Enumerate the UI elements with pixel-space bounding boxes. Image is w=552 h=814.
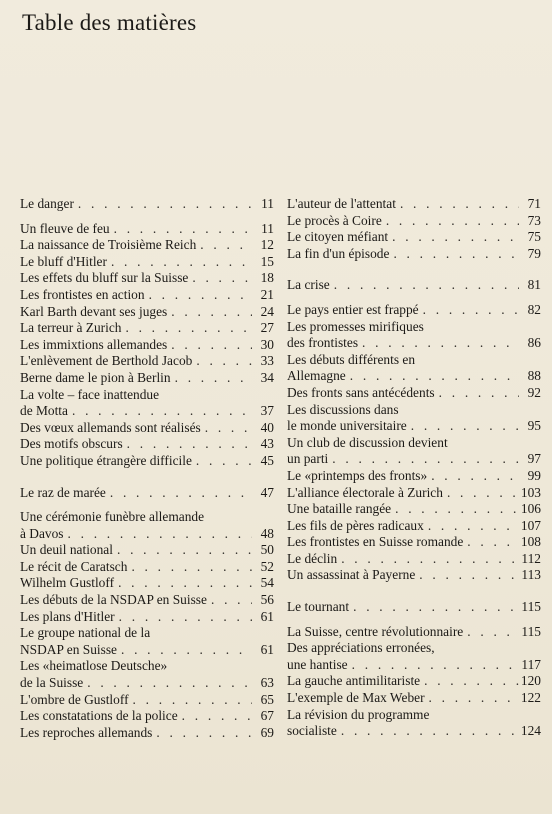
toc-entry-page: 124: [520, 723, 541, 739]
section-gap: [287, 616, 541, 624]
toc-entry-page: 69: [260, 724, 274, 740]
toc-entry-page: 40: [260, 419, 274, 435]
toc-entry-title: Berne dame le pion à Berlin: [20, 369, 171, 385]
toc-entry: [287, 599, 541, 616]
toc-entry-title: L'exemple de Max Weber: [287, 690, 425, 706]
toc-entry-title: L'enlèvement de Berthold Jacob: [20, 353, 193, 369]
toc-entry: [20, 387, 274, 404]
toc-entry-title: Les discussions dans: [287, 401, 399, 417]
toc-entry: [287, 385, 541, 402]
dot-leader: [388, 229, 519, 246]
dot-leader: [337, 551, 519, 568]
toc-entry-title: L'alliance électorale à Zurich: [287, 484, 443, 500]
toc-entry-title: La volte – face inattendue: [20, 386, 160, 402]
dot-leader: [83, 675, 252, 692]
dot-leader: [415, 567, 519, 584]
toc-entry: [20, 254, 274, 271]
toc-entry: [20, 692, 274, 709]
toc-entry: [287, 246, 541, 263]
toc-entry: [287, 302, 541, 319]
dot-leader: [167, 337, 252, 354]
toc-entry-page: 106: [520, 501, 541, 517]
dot-leader: [328, 451, 519, 468]
toc-entry-title: des frontistes: [287, 335, 359, 351]
toc-entry-title: Le pays entier est frappé: [287, 301, 419, 317]
toc-entry-title: La terreur à Zurich: [20, 320, 122, 336]
toc-entry: [20, 485, 274, 502]
toc-entry-title: un parti: [287, 451, 329, 467]
dot-leader: [463, 534, 519, 551]
toc-entry-title: La naissance de Troisième Reich: [20, 237, 197, 253]
toc-entry-page: 107: [520, 517, 541, 533]
toc-entry-title: de Motta: [20, 403, 68, 419]
toc-entry-title: Des fronts sans antécédents: [287, 384, 435, 400]
toc-entry-page: 112: [521, 550, 541, 566]
toc-entry-title: La crise: [287, 277, 330, 293]
toc-entry: [20, 436, 274, 453]
dot-leader: [192, 353, 252, 370]
toc-entry-title: La gauche antimilitariste: [287, 673, 421, 689]
toc-entry-title: Un assassinat à Payerne: [287, 567, 416, 583]
toc-entry-page: 108: [520, 534, 541, 550]
toc-entry-title: Des motifs obscurs: [20, 436, 123, 452]
toc-entry-page: 97: [527, 451, 541, 467]
dot-leader: [107, 254, 252, 271]
dot-leader: [121, 320, 252, 337]
toc-entry-title: Karl Barth devant ses juges: [20, 303, 168, 319]
toc-entry-page: 12: [260, 237, 274, 253]
section-gap: [287, 262, 541, 277]
dot-leader: [123, 436, 252, 453]
toc-entry-title: Une cérémonie funèbre allemande: [20, 509, 205, 525]
section-gap: [287, 584, 541, 599]
toc-entry-title: Les frontistes en action: [20, 286, 145, 302]
toc-entry: [287, 518, 541, 535]
toc-entry-title: Une bataille rangée: [287, 501, 392, 517]
toc-entry-page: 56: [260, 592, 274, 608]
toc-entry: [287, 368, 541, 385]
toc-entry: [287, 335, 541, 352]
dot-leader: [425, 690, 519, 707]
toc-entry-title: L'ombre de Gustloff: [20, 691, 129, 707]
toc-entry-title: Les reproches allemands: [20, 724, 153, 740]
toc-entry-page: 37: [260, 403, 274, 419]
toc-entry-title: Les plans d'Hitler: [20, 608, 115, 624]
dot-leader: [389, 246, 519, 263]
toc-entry-page: 115: [521, 599, 541, 615]
toc-entry: [287, 451, 541, 468]
dot-leader: [435, 385, 519, 402]
toc-entry-page: 30: [260, 336, 274, 352]
toc-entry-title: Le danger: [20, 196, 74, 211]
toc-entry-title: Allemagne: [287, 368, 346, 384]
toc-entry: [20, 625, 274, 642]
dot-leader: [424, 518, 519, 535]
toc-entry-page: 27: [260, 320, 274, 336]
toc-entry: [20, 642, 274, 659]
toc-entry: [20, 542, 274, 559]
toc-entry-page: 21: [260, 286, 274, 302]
toc-entry: [287, 551, 541, 568]
toc-entry-title: Le groupe national de la: [20, 625, 151, 641]
toc-entry-title: Le raz de marée: [20, 484, 106, 500]
toc-entry: [287, 277, 541, 294]
toc-entry-page: 54: [260, 575, 274, 591]
toc-entry-title: La fin d'un épisode: [287, 245, 390, 261]
toc-entry: [287, 640, 541, 657]
toc-entry-page: 47: [260, 484, 274, 500]
toc-entry: [20, 403, 274, 420]
toc-entry: [287, 352, 541, 369]
toc-entry: [20, 337, 274, 354]
toc-entry-page: 67: [260, 708, 274, 724]
toc-entry-title: L'auteur de l'attentat: [287, 196, 396, 211]
toc-column-right: [287, 196, 541, 740]
toc-entry-title: Le bluff d'Hitler: [20, 253, 107, 269]
toc-entry-title: Des appréciations erronées,: [287, 640, 435, 656]
toc-entry: [20, 526, 274, 543]
dot-leader: [420, 673, 519, 690]
toc-entry-title: Le «printemps des fronts»: [287, 467, 428, 483]
toc-entry-title: NSDAP en Suisse: [20, 641, 117, 657]
page-title: Table des matières: [22, 10, 197, 35]
dot-leader: [443, 485, 519, 502]
toc-entry-title: Les fils de pères radicaux: [287, 517, 424, 533]
toc-entry: [20, 237, 274, 254]
toc-entry: [20, 353, 274, 370]
toc-entry: [20, 420, 274, 437]
dot-leader: [427, 468, 519, 485]
dot-leader: [382, 213, 519, 230]
toc-entry-title: Une politique étrangère difficile: [20, 452, 192, 468]
dot-leader: [463, 624, 519, 641]
dot-leader: [407, 418, 519, 435]
toc-entry: [287, 402, 541, 419]
toc-entry-title: Un deuil national: [20, 542, 113, 558]
toc-entry-title: Wilhelm Gustloff: [20, 575, 115, 591]
toc-entry-page: 81: [527, 277, 541, 293]
toc-entry-page: 95: [527, 418, 541, 434]
toc-entry-page: 113: [521, 567, 541, 583]
toc-entry: [287, 723, 541, 740]
dot-leader: [346, 368, 519, 385]
toc-entry-page: 65: [260, 691, 274, 707]
toc-entry-page: 18: [260, 270, 274, 286]
toc-entry-title: une hantise: [287, 656, 348, 672]
dot-leader: [348, 657, 519, 674]
toc-entry-title: Les constatations de la police: [20, 708, 178, 724]
dot-leader: [396, 196, 519, 213]
toc-entry-title: Les débuts différents en: [287, 351, 416, 367]
toc-entry-page: 34: [260, 369, 274, 385]
dot-leader: [106, 485, 252, 502]
dot-leader: [145, 287, 252, 304]
toc-entry: [287, 229, 541, 246]
toc-entry-title: Les immixtions allemandes: [20, 336, 168, 352]
toc-entry-page: 50: [260, 542, 274, 558]
toc-entry-page: 48: [260, 525, 274, 541]
toc-entry: [287, 468, 541, 485]
toc-entry: [20, 287, 274, 304]
toc-entry: [20, 320, 274, 337]
section-gap: [287, 294, 541, 302]
toc-entry: [287, 690, 541, 707]
toc-entry-page: 92: [527, 384, 541, 400]
section-gap: [20, 501, 274, 509]
toc-entry-page: 52: [260, 558, 274, 574]
toc-entry: [287, 624, 541, 641]
toc-entry-page: 45: [260, 452, 274, 468]
toc-entry-page: 11: [261, 220, 274, 236]
toc-entry-page: 99: [527, 467, 541, 483]
toc-entry: [287, 485, 541, 502]
toc-entry: [287, 567, 541, 584]
toc-entry: [20, 575, 274, 592]
toc-entry-page: 117: [521, 656, 541, 672]
toc-entry-title: Le déclin: [287, 550, 338, 566]
toc-entry-title: Le citoyen méfiant: [287, 229, 389, 245]
dot-leader: [113, 542, 252, 559]
toc-entry-page: 71: [527, 196, 541, 211]
toc-entry: [287, 657, 541, 674]
dot-leader: [196, 237, 252, 254]
toc-entry-title: de la Suisse: [20, 675, 84, 691]
toc-entry-title: le monde universitaire: [287, 418, 407, 434]
toc-entry-page: 24: [260, 303, 274, 319]
toc-entry-title: Un club de discussion devient: [287, 434, 448, 450]
toc-entry: [20, 708, 274, 725]
dot-leader: [129, 692, 252, 709]
toc-entry-page: 33: [260, 353, 274, 369]
dot-leader: [188, 270, 252, 287]
toc-entry-title: La Suisse, centre révolutionnaire: [287, 623, 464, 639]
dot-leader: [115, 609, 252, 626]
dot-leader: [419, 302, 519, 319]
toc-entry-page: 79: [527, 245, 541, 261]
toc-entry-page: 63: [260, 675, 274, 691]
dot-leader: [207, 592, 252, 609]
toc-entry: [20, 196, 274, 213]
toc-entry-title: Un fleuve de feu: [20, 220, 110, 236]
dot-leader: [192, 453, 252, 470]
toc-entry-page: 15: [260, 253, 274, 269]
toc-entry-page: 61: [260, 641, 274, 657]
toc-entry-page: 43: [260, 436, 274, 452]
toc-column-left: [20, 196, 274, 741]
toc-entry: [20, 453, 274, 470]
section-gap: [20, 470, 274, 485]
toc-entry-title: Le procès à Coire: [287, 212, 382, 228]
dot-leader: [74, 196, 252, 213]
dot-leader: [110, 221, 252, 238]
toc-entry-page: 73: [527, 212, 541, 228]
dot-leader: [330, 277, 519, 294]
dot-leader: [178, 708, 252, 725]
toc-entry-title: Le récit de Caratsch: [20, 558, 128, 574]
toc-entry-title: Les effets du bluff sur la Suisse: [20, 270, 189, 286]
section-gap: [20, 213, 274, 221]
toc-entry: [287, 418, 541, 435]
toc-entry-page: 86: [527, 335, 541, 351]
toc-entry: [20, 509, 274, 526]
toc-entry-title: Les débuts de la NSDAP en Suisse: [20, 592, 207, 608]
toc-entry: [287, 196, 541, 213]
dot-leader: [349, 599, 519, 616]
toc-entry-title: Les frontistes en Suisse romande: [287, 534, 464, 550]
toc-entry-title: La révision du programme: [287, 706, 430, 722]
toc-entry-page: 122: [520, 690, 541, 706]
toc-entry-page: 88: [527, 368, 541, 384]
dot-leader: [152, 725, 252, 742]
dot-leader: [64, 526, 252, 543]
toc-entry: [20, 370, 274, 387]
toc-entry: [20, 592, 274, 609]
toc-entry: [20, 304, 274, 321]
dot-leader: [391, 501, 519, 518]
toc-entry: [287, 707, 541, 724]
toc-entry-page: 120: [520, 673, 541, 689]
toc-entry: [287, 673, 541, 690]
toc-entry-title: Les «heimatlose Deutsche»: [20, 658, 168, 674]
toc-entry-title: socialiste: [287, 723, 337, 739]
dot-leader: [117, 642, 252, 659]
toc-entry-title: à Davos: [20, 525, 64, 541]
toc-entry: [20, 725, 274, 742]
dot-leader: [127, 559, 252, 576]
toc-entry-page: 61: [260, 608, 274, 624]
dot-leader: [358, 335, 519, 352]
toc-entry-page: 82: [527, 301, 541, 317]
toc-entry: [287, 319, 541, 336]
toc-entry-title: Des vœux allemands sont réalisés: [20, 419, 201, 435]
toc-entry: [287, 213, 541, 230]
dot-leader: [167, 304, 252, 321]
toc-entry-page: 115: [521, 623, 541, 639]
toc-entry: [20, 221, 274, 238]
dot-leader: [171, 370, 252, 387]
toc-entry: [20, 675, 274, 692]
toc-entry-title: Les promesses mirifiques: [287, 318, 424, 334]
toc-entry-page: 75: [527, 229, 541, 245]
toc-entry: [20, 609, 274, 626]
toc-entry: [20, 559, 274, 576]
dot-leader: [337, 723, 519, 740]
toc-entry: [20, 658, 274, 675]
toc-entry-page: 103: [520, 484, 541, 500]
dot-leader: [114, 575, 252, 592]
toc-entry-title: Le tournant: [287, 599, 350, 615]
dot-leader: [68, 403, 252, 420]
toc-entry: [20, 270, 274, 287]
toc-entry: [287, 435, 541, 452]
toc-entry-page: 11: [261, 196, 274, 211]
toc-entry: [287, 501, 541, 518]
toc-entry: [287, 534, 541, 551]
dot-leader: [201, 420, 252, 437]
